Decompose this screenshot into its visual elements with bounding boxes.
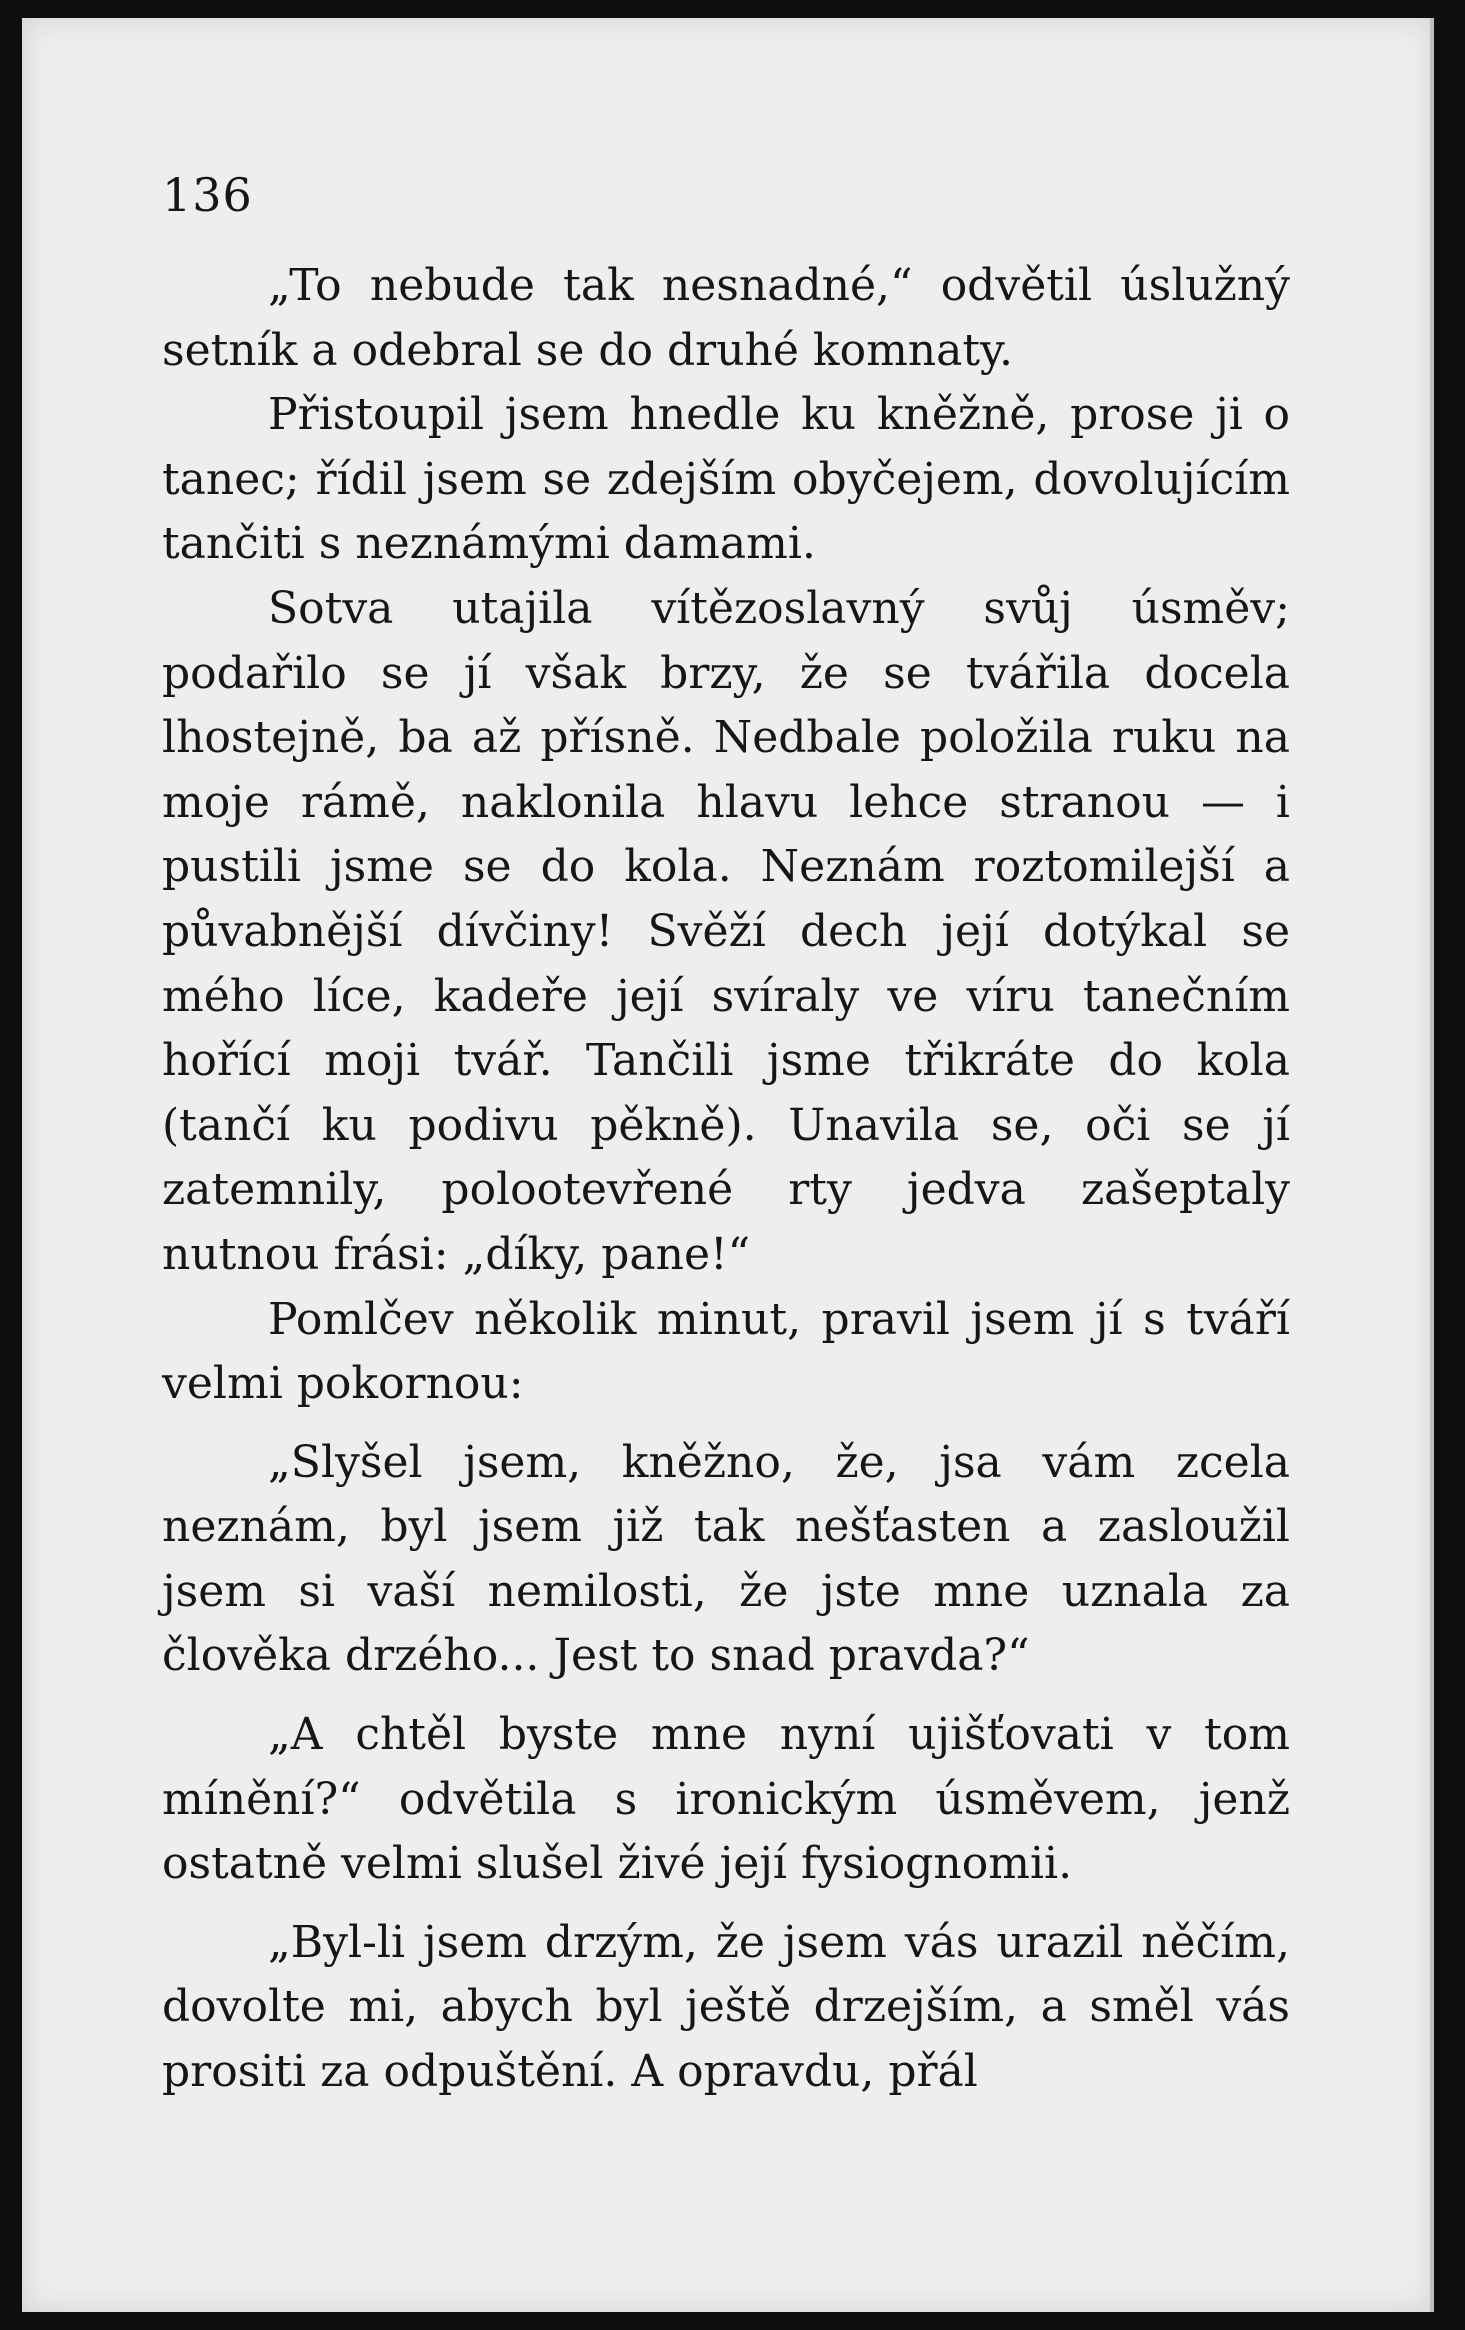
body-text [162, 254, 1290, 2105]
paragraph-2: Přistoupil jsem hnedle ku kněžně, prose ji o tanec; řídil jsem se zdejším obyčejem, dovolujícím tančiti s neznámými damami. [162, 389, 1290, 570]
page-edge-shadow [1430, 18, 1434, 2312]
book-page [22, 18, 1434, 2312]
paragraph-4: Pomlčev několik minut, pravil jsem jí s tváří velmi pokornou: [162, 1293, 1290, 1410]
paragraph-6: „A chtěl byste mne nyní ujišťovati v tom mínění?“ odvětila s ironickým úsměvem, jenž ostatně velmi slušel živé její fysiognomii. [162, 1709, 1290, 1890]
page-number: 136 [162, 168, 253, 222]
paragraph-5: „Slyšel jsem, kněžno, že, jsa vám zcela neznám, byl jsem již tak nešťasten a zasloužil jsem si vaší nemilosti, že jste mne uznala za člověka drzého... Jest to snad pravda?“ [162, 1436, 1290, 1682]
paragraph-1: „To nebude tak nesnadné,“ odvětil úslužný setník a odebral se do druhé komnaty. [162, 260, 1290, 376]
paragraph-3: Sotva utajila vítězoslavný svůj úsměv; podařilo se jí však brzy, že se tvářila docela lhostejně, ba až přísně. Nedbale položila ruku na moje rámě, naklonila hlavu lehce stranou — i pustili jsme se do kola. Neznám roztomilejší a půvabnější dívčiny! Svěží dech její dotýkal se mého líce, kadeře její svíraly ve víru tanečním hořící moji tvář. Tančili jsme třikráte do kola (tančí ku podivu pěkně). Unavila se, oči se jí zatemnily, polootevřené rty jedva zašeptaly nutnou frási: „díky, pane!“ [162, 582, 1290, 1280]
paragraph-7: „Byl-li jsem drzým, že jsem vás urazil něčím, dovolte mi, abych byl ještě drzejším, a směl vás prositi za odpuštění. A opravdu, přál [162, 1916, 1290, 2098]
